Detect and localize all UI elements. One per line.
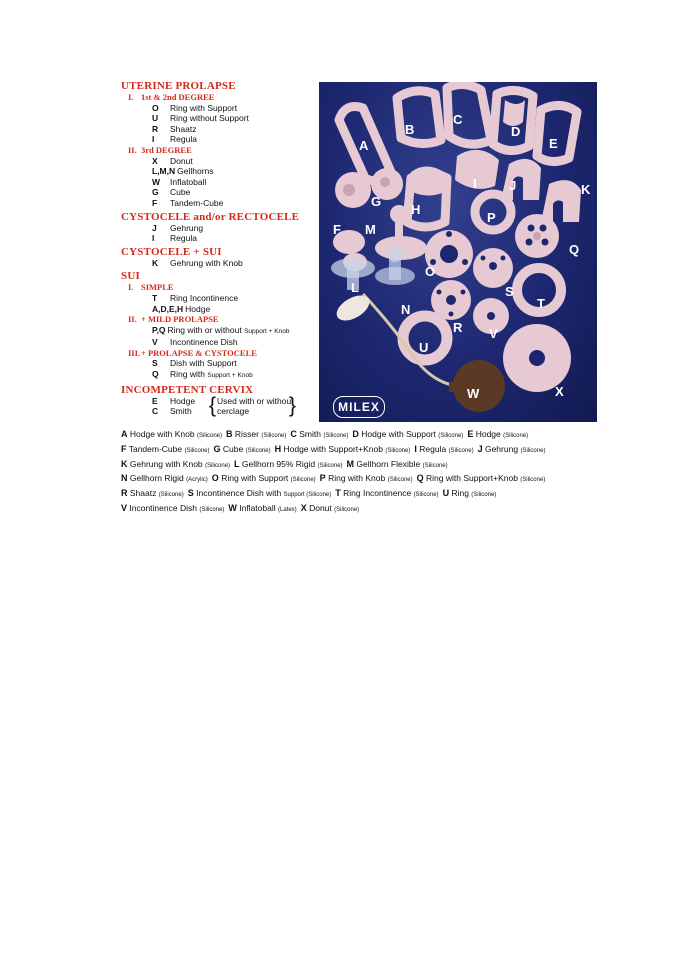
selection-guide <box>121 80 316 419</box>
legend-name: Ring Incontinence <box>343 488 412 499</box>
legend-entry <box>234 459 343 469</box>
legend-name: Inflatoball <box>239 502 276 513</box>
legend-name: Hodge with Support+Knob <box>283 443 383 454</box>
indication-item <box>121 304 316 315</box>
legend-letter: V <box>121 502 128 513</box>
indication-item <box>121 113 316 124</box>
device-label: Cube <box>170 187 191 198</box>
milex-logo-text: MILEX <box>338 400 380 414</box>
device-label: Regula <box>170 134 197 145</box>
legend-letter: C <box>290 429 297 439</box>
device-label: Smith <box>170 406 192 417</box>
device-label: Hodge <box>170 395 196 406</box>
device-label: Ring Incontinence <box>170 292 239 303</box>
legend-name: Gehrung <box>484 443 519 454</box>
photo-label-q: Q <box>569 242 580 257</box>
photo-label-o: O <box>425 264 436 279</box>
legend-letter: S <box>187 488 194 499</box>
device-label: Shaatz <box>170 123 197 134</box>
photo-label-l: L <box>351 280 359 295</box>
photo-label-j: J <box>509 178 517 193</box>
device-label: Ring without Support <box>170 113 249 124</box>
subsection-title: SIMPLE <box>141 282 174 293</box>
photo-label-e: E <box>549 136 558 151</box>
indication-item <box>121 198 316 209</box>
device-code: I <box>152 134 155 145</box>
device-code: X <box>152 155 158 166</box>
device-code: U <box>152 113 159 124</box>
legend-name: Gellhorn 95% Rigid <box>241 458 316 469</box>
legend-name: Ring with Support+Knob <box>426 473 518 484</box>
indication-item <box>121 134 316 145</box>
photo-label-f: F <box>333 222 341 237</box>
photo-label-k: K <box>581 182 591 197</box>
legend-material: (Silicone) <box>422 462 448 469</box>
legend-material: (Silicone) <box>503 433 529 439</box>
legend-letter: K <box>121 458 128 469</box>
device-label-detail: Support + Knob <box>244 327 290 335</box>
indication-item <box>121 223 316 234</box>
legend-entry <box>290 429 348 439</box>
legend-letter: J <box>477 443 483 454</box>
photo-label-w: W <box>467 386 480 401</box>
photo-label-u: U <box>419 340 429 355</box>
photo-label-v: V <box>489 326 498 341</box>
legend-name: Cube <box>222 443 244 454</box>
device-b <box>397 91 441 144</box>
device-label: Ring with <box>170 369 205 380</box>
subsection-heading <box>121 314 316 325</box>
legend-material: (Silicone) <box>290 477 316 484</box>
device-label: Tandem-Cube <box>170 197 224 208</box>
legend-letter: U <box>442 488 450 499</box>
section-heading: CYSTOCELE and/or RECTOCELE <box>121 210 300 223</box>
legend-material: (Latex) <box>278 506 297 513</box>
legend-entry <box>467 429 528 439</box>
legend-line <box>121 487 601 502</box>
legend-letter: T <box>335 488 341 499</box>
legend-entry <box>228 503 296 513</box>
subsection-title: + MILD PROLAPSE <box>141 314 219 325</box>
subsection-number: III. <box>128 347 141 358</box>
legend-name: Smith <box>299 429 321 439</box>
legend-letter: Q <box>416 473 424 484</box>
legend-letter: M <box>346 458 355 469</box>
legend-material: (Silicone) <box>520 477 546 484</box>
legend-letter: F <box>121 443 127 454</box>
device-label: Incontinence Dish <box>170 337 238 348</box>
indication-item <box>121 156 316 167</box>
legend-material: Support (Silicone) <box>283 492 332 499</box>
legend-material: (Silicone) <box>197 433 223 439</box>
device-code: V <box>152 337 158 348</box>
legend-material: (Silicone) <box>323 433 349 439</box>
legend-material: (Silicone) <box>205 462 231 469</box>
device-label: Donut <box>170 155 193 166</box>
legend-entry <box>121 503 224 513</box>
legend-name: Tandem-Cube <box>128 443 183 454</box>
legend-entry <box>478 444 546 454</box>
left-brace: { <box>209 393 217 417</box>
legend-entry <box>417 473 546 483</box>
legend-entry <box>121 473 208 483</box>
indication-item <box>121 258 316 269</box>
indication-item <box>121 166 316 177</box>
photo-label-t: T <box>537 296 545 311</box>
subsection-title: + PROLAPSE & CYSTOCELE <box>141 347 257 358</box>
legend-entry <box>226 429 286 439</box>
legend-letter: L <box>234 458 240 469</box>
legend-name: Ring with Support <box>221 473 289 484</box>
indication-item <box>121 177 316 188</box>
device-code: P,Q <box>152 324 166 335</box>
legend-entry <box>443 488 497 498</box>
legend-material: (Silicone) <box>245 447 271 454</box>
legend-name: Shaatz <box>129 488 157 499</box>
indication-item <box>121 293 316 304</box>
photo-label-i: I <box>473 176 477 191</box>
device-code: I <box>152 233 155 244</box>
legend-name: Ring with Knob <box>328 473 386 484</box>
photo-label-p: P <box>487 210 496 225</box>
photo-label-r: R <box>453 320 463 335</box>
legend-entry <box>335 488 438 498</box>
device-i <box>455 150 499 189</box>
photo-label-m: M <box>365 222 376 237</box>
photo-label-b: B <box>405 122 415 137</box>
subsection-heading <box>121 145 316 156</box>
device-code: J <box>152 222 157 233</box>
legend-letter: I <box>414 443 417 454</box>
device-code: O <box>152 102 159 113</box>
cerclage-note-line: Used with or without <box>217 395 294 406</box>
device-k <box>541 180 581 222</box>
legend-line <box>121 458 601 473</box>
indication-item <box>121 187 316 198</box>
device-code: A,D,E,H <box>152 303 184 314</box>
legend-letter: D <box>352 429 359 439</box>
legend-entry <box>347 459 448 469</box>
cervix-block <box>121 393 316 419</box>
cerclage-note <box>217 393 297 417</box>
indication-item <box>121 369 316 382</box>
legend-letter: O <box>211 473 219 484</box>
indication-item <box>121 358 316 369</box>
legend-name: Incontinence Dish <box>129 502 197 513</box>
legend-name: Incontinence Dish with <box>196 488 282 499</box>
legend-material: (Silicone) <box>334 506 360 513</box>
legend-name: Hodge with Knob <box>129 429 195 439</box>
legend-letter: N <box>121 473 128 484</box>
device-code: S <box>152 358 158 369</box>
legend-entry <box>301 503 359 513</box>
milex-logo <box>333 396 385 418</box>
subsection-number: II. <box>128 144 137 155</box>
photo-label-c: C <box>453 112 463 127</box>
photo-label-s: S <box>505 284 514 299</box>
legend-entry <box>121 429 222 439</box>
subsection-title: 3rd DEGREE <box>141 144 192 155</box>
legend-material: (Acrylic) <box>186 477 208 484</box>
legend-line <box>121 428 601 443</box>
legend-letter: A <box>121 429 128 439</box>
device-label: Gellhorns <box>177 166 214 177</box>
legend-line <box>121 472 601 487</box>
legend-name: Gellhorn Rigid <box>129 473 184 484</box>
legend-letter: W <box>228 502 237 513</box>
device-label: Hodge <box>185 303 211 314</box>
photo-label-d: D <box>511 124 521 139</box>
legend-material: (Silicone) <box>413 492 439 499</box>
legend-material: (Silicone) <box>387 477 413 484</box>
pessary-product-photo <box>319 82 597 422</box>
legend-material: (Silicone) <box>438 433 464 439</box>
photo-label-a: A <box>359 138 369 153</box>
legend-entry <box>188 488 332 498</box>
legend-entry <box>212 473 316 483</box>
indication-item <box>121 103 316 114</box>
legend-letter: H <box>274 443 282 454</box>
device-code: Q <box>152 369 159 380</box>
legend-material: (Silicone) <box>199 506 225 513</box>
legend-material: (Silicone) <box>317 462 343 469</box>
subsection-number: I. <box>128 92 134 102</box>
legend-material: (Silicone) <box>448 447 474 454</box>
legend-name: Ring <box>451 488 469 499</box>
legend-letter: P <box>319 473 326 484</box>
product-legend <box>121 428 601 517</box>
legend-entry <box>320 473 413 483</box>
legend-name: Gehrung with Knob <box>129 458 203 469</box>
indication-item <box>121 337 316 348</box>
device-j <box>501 159 541 200</box>
device-code: G <box>152 187 159 198</box>
device-code: T <box>152 292 158 303</box>
legend-letter: G <box>213 443 221 454</box>
section-heading: SUI <box>121 270 140 283</box>
section-heading: UTERINE PROLAPSE <box>121 80 236 92</box>
section-heading: INCOMPETENT CERVIX <box>121 383 254 396</box>
right-brace: } <box>289 393 297 417</box>
legend-entry <box>414 444 473 454</box>
indication-item <box>121 124 316 135</box>
device-e <box>537 105 577 161</box>
legend-entry <box>121 459 230 469</box>
legend-letter: B <box>226 429 233 439</box>
legend-letter: R <box>121 488 128 499</box>
device-code: F <box>152 197 158 208</box>
legend-material: (Silicone) <box>184 447 210 454</box>
legend-material: (Silicone) <box>158 492 184 499</box>
legend-material: (Silicone) <box>261 433 287 439</box>
legend-name: Risser <box>234 429 259 439</box>
legend-letter: X <box>300 502 307 513</box>
legend-letter: E <box>467 429 474 439</box>
subsection-heading <box>121 92 316 103</box>
subsection-number: II. <box>128 314 137 325</box>
legend-entry <box>214 444 271 454</box>
indication-item <box>121 233 316 244</box>
device-label: Gehrung <box>170 222 204 233</box>
device-code: R <box>152 123 159 134</box>
subsection-heading <box>121 282 316 293</box>
photo-label-x: X <box>555 384 564 399</box>
device-code: K <box>152 257 159 268</box>
legend-line <box>121 443 601 458</box>
device-label: Ring with Support <box>170 102 238 113</box>
legend-entry <box>275 444 411 454</box>
device-code: E <box>152 395 158 406</box>
subsection-heading <box>121 348 316 359</box>
device-label: Regula <box>170 233 197 244</box>
legend-material: (Silicone) <box>520 447 546 454</box>
photo-label-h: H <box>411 202 421 217</box>
legend-entry <box>121 488 184 498</box>
photo-label-g: G <box>371 194 382 209</box>
legend-line <box>121 502 601 517</box>
legend-material: (Silicone) <box>385 447 411 454</box>
indication-item <box>121 325 316 338</box>
legend-name: Regula <box>419 443 447 454</box>
legend-material: (Silicone) <box>471 492 497 499</box>
device-label: Gehrung with Knob <box>170 257 243 268</box>
legend-name: Donut <box>309 502 332 513</box>
device-label: Dish with Support <box>170 358 237 369</box>
device-code: L,M,N <box>152 166 176 177</box>
device-code: W <box>152 176 161 187</box>
legend-name: Gellhorn Flexible <box>356 458 421 469</box>
subsection-title: 1st & 2nd DEGREE <box>141 92 215 102</box>
subsection-number: I. <box>128 282 134 293</box>
photo-label-n: N <box>401 302 411 317</box>
legend-name: Hodge with Support <box>361 429 436 439</box>
device-label-detail: Support + Knob <box>207 372 253 380</box>
cerclage-note-line: cerclage <box>217 406 250 417</box>
legend-entry <box>121 444 210 454</box>
device-label: Ring with or without <box>167 324 242 335</box>
legend-entry <box>352 429 463 439</box>
section-heading: CYSTOCELE + SUI <box>121 245 222 258</box>
device-code: C <box>152 406 159 417</box>
legend-name: Hodge <box>475 429 501 439</box>
pessary-illustration <box>319 82 597 422</box>
device-label: Inflatoball <box>170 176 207 187</box>
